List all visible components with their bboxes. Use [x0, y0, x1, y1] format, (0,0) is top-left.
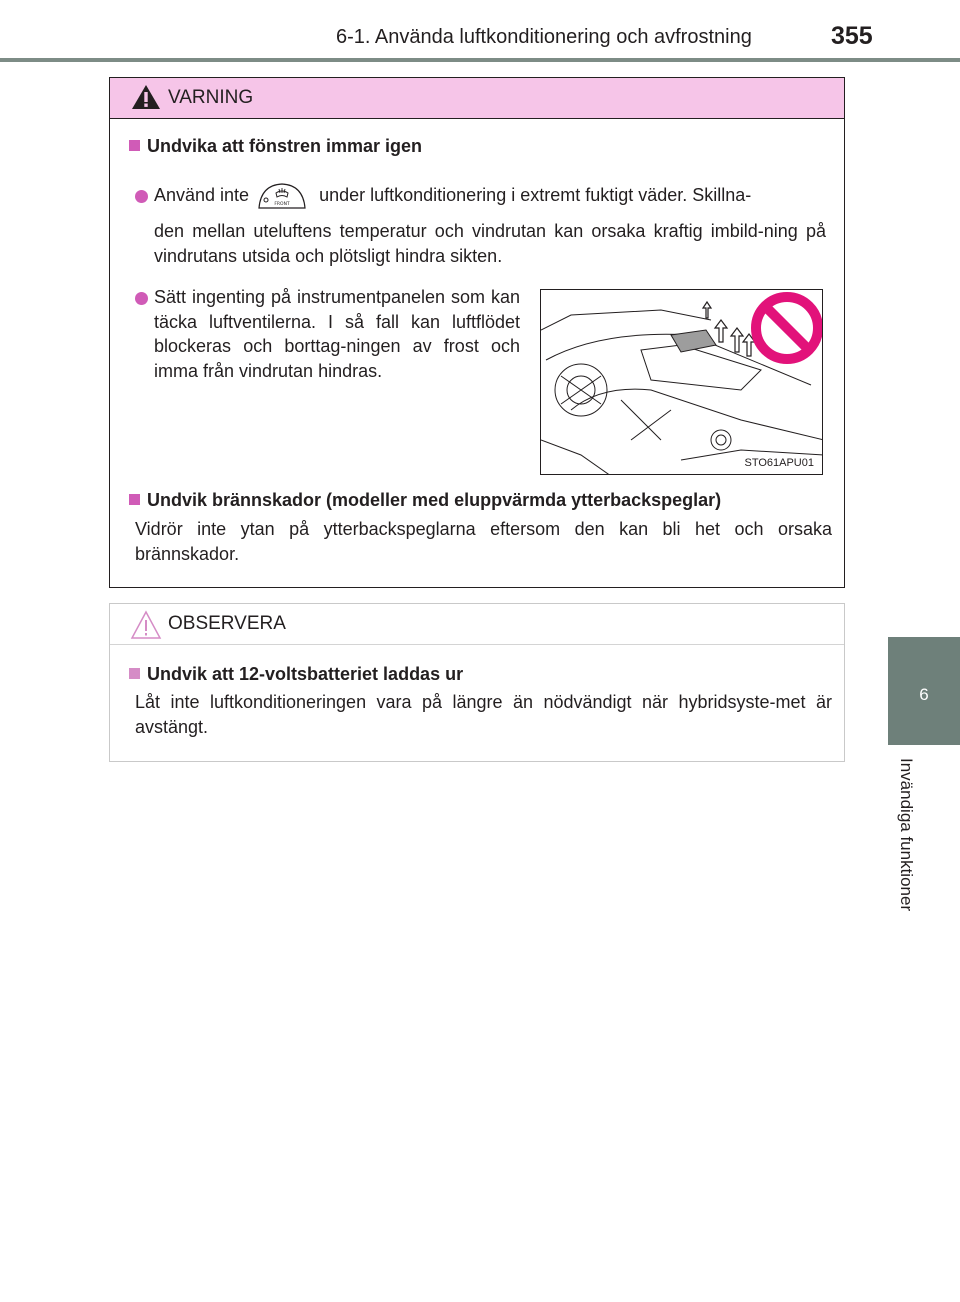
front-defogger-button-icon — [257, 183, 307, 209]
warning-section-2-text: Vidrör inte ytan på ytterbackspeglarna eftersom den kan bli het och orsaka brännskador. — [135, 519, 832, 564]
section-heading-text: Undvika att fönstren immar igen — [147, 136, 423, 156]
header-section-title: 6-1. Använda luftkonditionering och avfrostning — [336, 26, 752, 48]
caution-triangle-icon — [130, 610, 162, 640]
square-bullet-icon — [129, 668, 140, 679]
chapter-number: 6 — [919, 685, 929, 704]
svg-text:FRONT: FRONT — [274, 202, 290, 207]
bullet-1-text-before: Använd inte — [154, 185, 250, 205]
warning-section-heading-1 — [129, 136, 422, 157]
warning-header — [110, 78, 844, 119]
warning-bullet-2: Sätt ingenting på instrumentpanelen som kan täcka luftventilerna. I så fall kan luftflödet blockeras och borttag-ningen av frost och imma från vindrutan hindras. — [154, 287, 520, 381]
round-bullet-icon — [135, 292, 148, 305]
caution-title: OBSERVERA — [168, 613, 286, 634]
bullet-1-text-after: under luftkonditionering i extremt fuktigt väder. Skillna- — [319, 185, 752, 205]
warning-section-heading-2 — [129, 490, 721, 511]
caution-section-text: Låt inte luftkonditioneringen vara på längre än nödvändigt när hybridsyste-met är avstängt. — [135, 692, 832, 737]
warning-triangle-icon — [131, 84, 161, 110]
caution-header — [110, 604, 844, 645]
round-bullet-icon — [135, 190, 148, 203]
warning-title: VARNING — [168, 87, 254, 108]
section-heading-text: Undvik brännskador (modeller med eluppvärmda ytterbackspeglar) — [147, 490, 722, 510]
chapter-tab — [888, 637, 960, 745]
header-rule — [0, 58, 960, 62]
warning-bullet-1-continued: den mellan uteluftens temperatur och vindrutan kan orsaka kraftig imbild-ning på vindrutans utsida och plötsligt hindra sikten. — [154, 221, 826, 266]
square-bullet-icon — [129, 494, 140, 505]
caution-box — [109, 603, 845, 762]
page-number: 355 — [831, 22, 873, 50]
chapter-title: Invändiga funktioner — [897, 758, 916, 912]
warning-bullet-1-line — [154, 183, 834, 209]
prohibition-sign-icon — [756, 297, 818, 359]
caution-section-heading — [129, 664, 463, 685]
square-bullet-icon — [129, 140, 140, 151]
section-heading-text: Undvik att 12-voltsbatteriet laddas ur — [147, 664, 464, 684]
warning-box — [109, 77, 845, 588]
illustration-code: STO61APU01 — [744, 457, 814, 469]
dashboard-drawing — [541, 290, 823, 475]
dashboard-illustration — [540, 289, 823, 475]
